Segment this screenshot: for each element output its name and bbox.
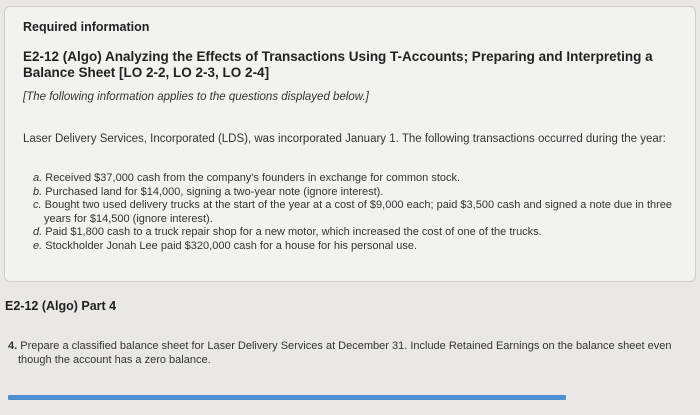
transaction-item — [33, 240, 673, 254]
transaction-item — [33, 199, 673, 226]
applies-note: [The following information applies to the questions displayed below.] — [23, 91, 369, 103]
question-text — [8, 340, 678, 367]
transaction-item — [33, 172, 673, 186]
transaction-letter: a. — [33, 172, 43, 184]
transaction-text: Paid $1,800 cash to a truck repair shop for a new motor, which increased the cost of one of the trucks. — [45, 226, 542, 238]
part-title: E2-12 (Algo) Part 4 — [5, 299, 117, 313]
transaction-item — [33, 226, 673, 240]
company-intro: Laser Delivery Services, Incorporated (LDS), was incorporated January 1. The following transactions occurred during the year: — [23, 133, 666, 145]
transaction-letter: d. — [33, 226, 43, 238]
transaction-letter: c. — [33, 199, 42, 211]
transaction-text: Purchased land for $14,000, signing a two-year note (ignore interest). — [45, 185, 384, 198]
question-number: 4. — [8, 340, 18, 352]
transaction-text: Received $37,000 cash from the company's founders in exchange for common stock. — [45, 172, 461, 184]
transaction-list — [33, 172, 673, 253]
transaction-letter: e. — [33, 239, 43, 252]
transaction-item — [33, 186, 673, 200]
transaction-letter: b. — [33, 185, 43, 198]
required-information-card — [4, 6, 696, 282]
transaction-text: Stockholder Jonah Lee paid $320,000 cash for a house for his personal use. — [45, 239, 418, 252]
transaction-text: Bought two used delivery trucks at the start of the year at a cost of $9,000 each; paid $3,500 cash and signed a note due in three years for $14,500 (ignore interest). — [44, 199, 673, 225]
exercise-title: E2-12 (Algo) Analyzing the Effects of Transactions Using T-Accounts; Preparing and Interpreting a Balance Sheet [LO 2-2, LO 2-3, LO 2-4] — [23, 49, 653, 80]
question-body: Prepare a classified balance sheet for Laser Delivery Services at December 31. Include Retained Earnings on the balance sheet even though the account has a zero balance. — [18, 340, 672, 366]
required-information-label: Required information — [23, 20, 150, 34]
answer-area-bar[interactable] — [8, 395, 566, 400]
